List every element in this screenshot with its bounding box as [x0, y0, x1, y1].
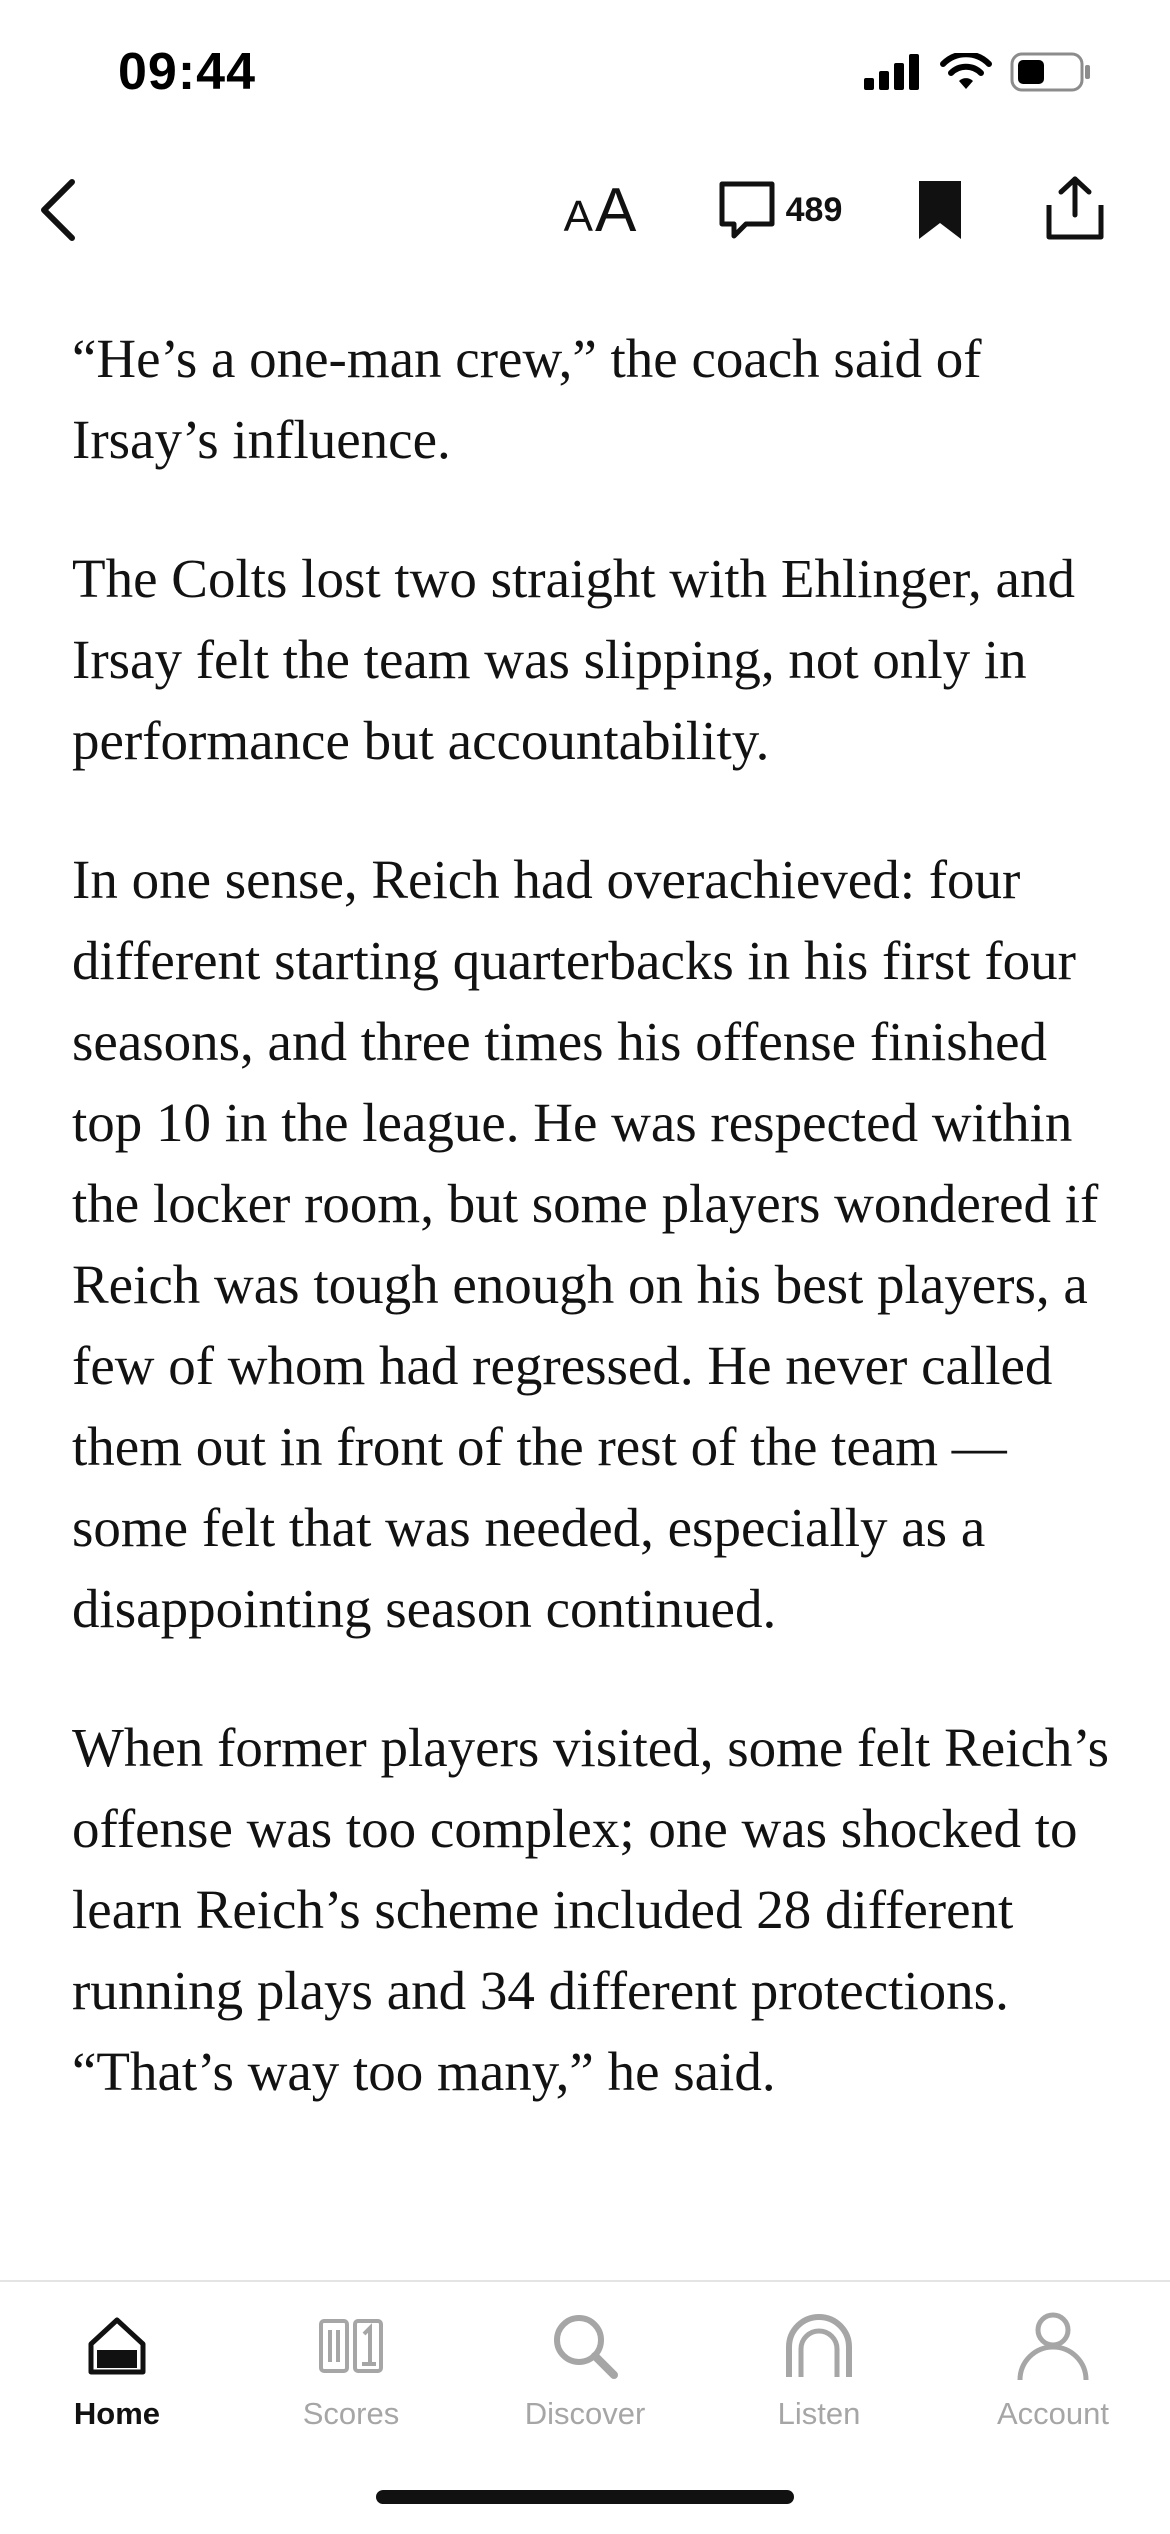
text-size-small-glyph: A	[563, 192, 593, 241]
share-icon	[1045, 175, 1105, 241]
article-paragraph: When former players visited, some felt Reich’s offense was too complex; one was shocked to learn Reich’s scheme included 28 different running plays and 34 different protections. “That’s way too many,” he said.	[72, 1717, 1110, 2102]
article-paragraph: In one sense, Reich had overachieved: four different starting quarterbacks in his first four seasons, and three times his offense finished top 10 in the league. He was respected within the locker room, but some players wondered if Reich was tough enough on his best players, a few of whom had regressed. He never called them out in front of the rest of the team — some felt that was needed, especially as a disappointing season continued.	[72, 849, 1099, 1639]
tab-scores[interactable]	[234, 2282, 468, 2462]
tab-discover-label: Discover	[524, 2396, 646, 2431]
wifi-icon	[940, 53, 992, 91]
tab-listen[interactable]	[702, 2282, 936, 2462]
share-button[interactable]	[1035, 166, 1115, 250]
chevron-left-icon	[36, 178, 80, 242]
bookmark-icon	[917, 179, 963, 241]
comment-bubble-icon	[718, 180, 776, 240]
tab-home[interactable]	[0, 2282, 234, 2462]
text-size-large-glyph: A	[595, 175, 637, 245]
article-toolbar	[0, 160, 1170, 260]
tab-listen-label: Listen	[777, 2396, 861, 2431]
search-icon	[550, 2311, 620, 2381]
status-time: 09:44	[118, 43, 256, 101]
scores-icon	[318, 2318, 384, 2374]
home-icon	[85, 2314, 149, 2378]
status-bar	[0, 0, 1170, 150]
tab-account[interactable]	[936, 2282, 1170, 2462]
battery-icon	[1010, 52, 1092, 92]
tab-account-label: Account	[996, 2396, 1109, 2431]
back-button[interactable]	[18, 170, 98, 250]
bookmark-button[interactable]	[900, 170, 980, 250]
text-size-button[interactable]	[555, 170, 645, 250]
comments-button[interactable]	[705, 170, 855, 250]
status-icons	[864, 52, 1092, 92]
article-paragraph: “He’s a one-man crew,” the coach said of Irsay’s influence.	[72, 328, 982, 470]
tab-home-label: Home	[73, 2396, 161, 2431]
tab-scores-label: Scores	[302, 2396, 400, 2431]
tab-discover[interactable]	[468, 2282, 702, 2462]
comments-count: 489	[785, 190, 843, 229]
account-icon	[1016, 2310, 1090, 2382]
home-indicator	[376, 2490, 794, 2504]
article-body	[72, 318, 1112, 2170]
headphones-icon	[784, 2313, 854, 2379]
article-paragraph: The Colts lost two straight with Ehlinger, and Irsay felt the team was slipping, not only in performance but accountability.	[72, 548, 1075, 771]
cellular-signal-icon	[864, 54, 922, 90]
